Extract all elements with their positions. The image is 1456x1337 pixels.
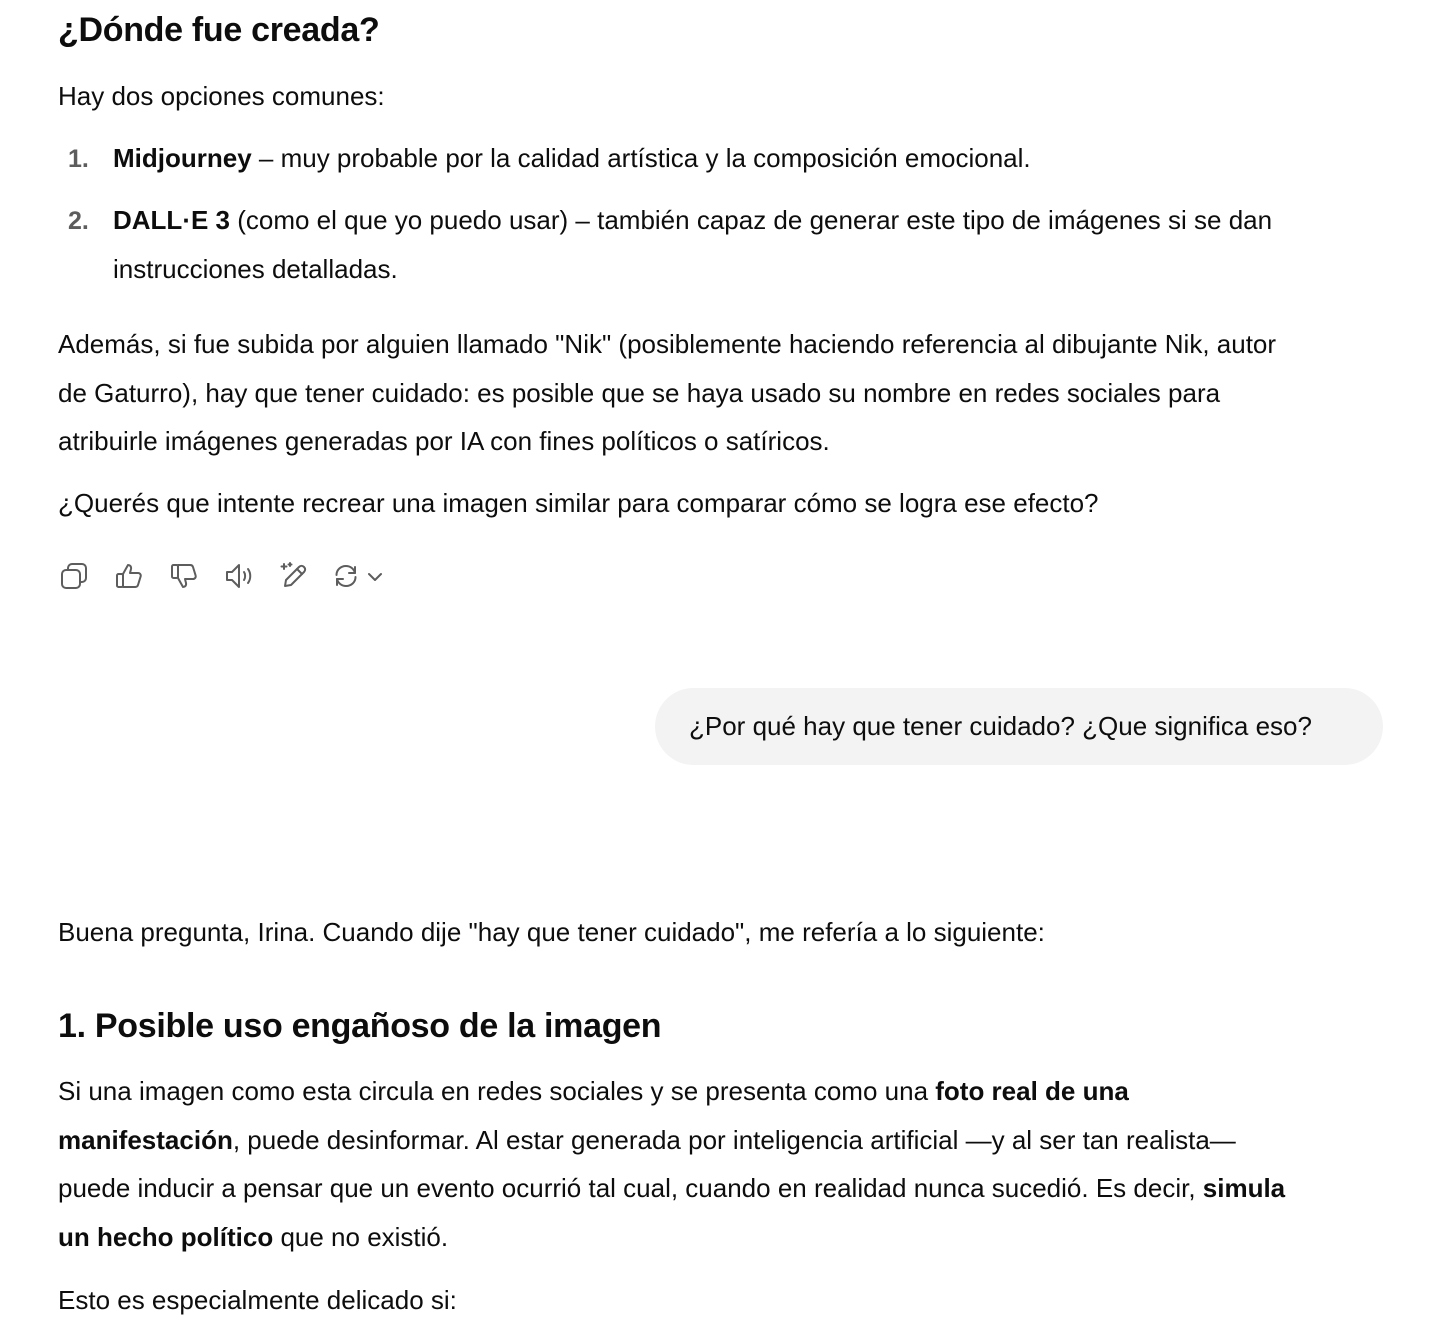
read-aloud-button[interactable] <box>221 558 257 594</box>
regenerate-button[interactable] <box>331 558 391 594</box>
user-message-bubble <box>655 688 1383 765</box>
read-aloud-icon <box>223 560 255 592</box>
paragraph-bold: un hecho político <box>58 1221 274 1252</box>
paragraph-bold: simula <box>1202 1173 1286 1203</box>
list-number: 2. <box>68 207 89 235</box>
list-item-bold: Midjourney <box>113 143 252 173</box>
thumbs-up-icon <box>113 560 145 592</box>
paragraph-text: puede inducir a pensar que un evento ocurrió tal cual, cuando en realidad nunca sucedió. Es decir, <box>58 1173 1203 1203</box>
bad-response-button[interactable] <box>166 558 202 594</box>
copy-button[interactable] <box>56 558 92 594</box>
message-actions-bar <box>56 556 410 596</box>
paragraph-text: Si una imagen como esta circula en redes sociales y se presenta como una <box>58 1076 936 1106</box>
reply-heading: 1. Posible uso engañoso de la imagen <box>58 1007 662 1045</box>
list-item <box>68 196 89 246</box>
thumbs-down-icon <box>168 560 200 592</box>
user-message-text: ¿Por qué hay que tener cuidado? ¿Que significa eso? <box>689 711 1312 741</box>
copy-icon <box>58 560 90 592</box>
follow-up-question: ¿Querés que intente recrear una imagen similar para comparar cómo se logra ese efecto? <box>58 488 1099 518</box>
list-item-bold: DALL·E 3 <box>113 205 230 235</box>
list-item-text <box>113 196 1393 293</box>
edit-icon <box>278 560 310 592</box>
list-item <box>68 134 89 184</box>
edit-button[interactable] <box>276 558 312 594</box>
reply-intro: Buena pregunta, Irina. Cuando dije "hay que tener cuidado", me refería a lo siguiente: <box>58 917 1045 947</box>
paragraph-line: de Gaturro), hay que tener cuidado: es posible que se haya usado su nombre en redes sociales para <box>58 377 1221 408</box>
paragraph-bold: manifestación <box>58 1124 233 1155</box>
paragraph-line: Además, si fue subida por alguien llamado "Nik" (posiblemente haciendo referencia al dibujante Nik, autor <box>58 329 1277 359</box>
paragraph-line: atribuirle imágenes generadas por IA con fines políticos o satíricos. <box>58 426 830 456</box>
list-item-rest-2: instrucciones detalladas. <box>113 253 398 284</box>
paragraph-text: , puede desinformar. Al estar generada por inteligencia artificial —y al ser tan realista— <box>232 1124 1236 1155</box>
list-item-rest: – muy probable por la calidad artística y la composición emocional. <box>251 143 1031 173</box>
body-paragraph <box>58 320 1398 466</box>
reply-paragraph <box>58 1067 1398 1261</box>
reply-last-line: Esto es especialmente delicado si: <box>58 1285 457 1315</box>
good-response-button[interactable] <box>111 558 147 594</box>
regenerate-icon <box>331 560 391 592</box>
paragraph-text: que no existió. <box>273 1221 449 1252</box>
list-number: 1. <box>68 145 89 173</box>
intro-paragraph: Hay dos opciones comunes: <box>58 81 385 111</box>
list-item-text <box>113 134 1393 183</box>
list-item-rest: (como el que yo puedo usar) – también capaz de generar este tipo de imágenes si se dan <box>230 205 1273 235</box>
section-heading: ¿Dónde fue creada? <box>58 11 380 49</box>
paragraph-bold: foto real de una <box>935 1076 1129 1106</box>
